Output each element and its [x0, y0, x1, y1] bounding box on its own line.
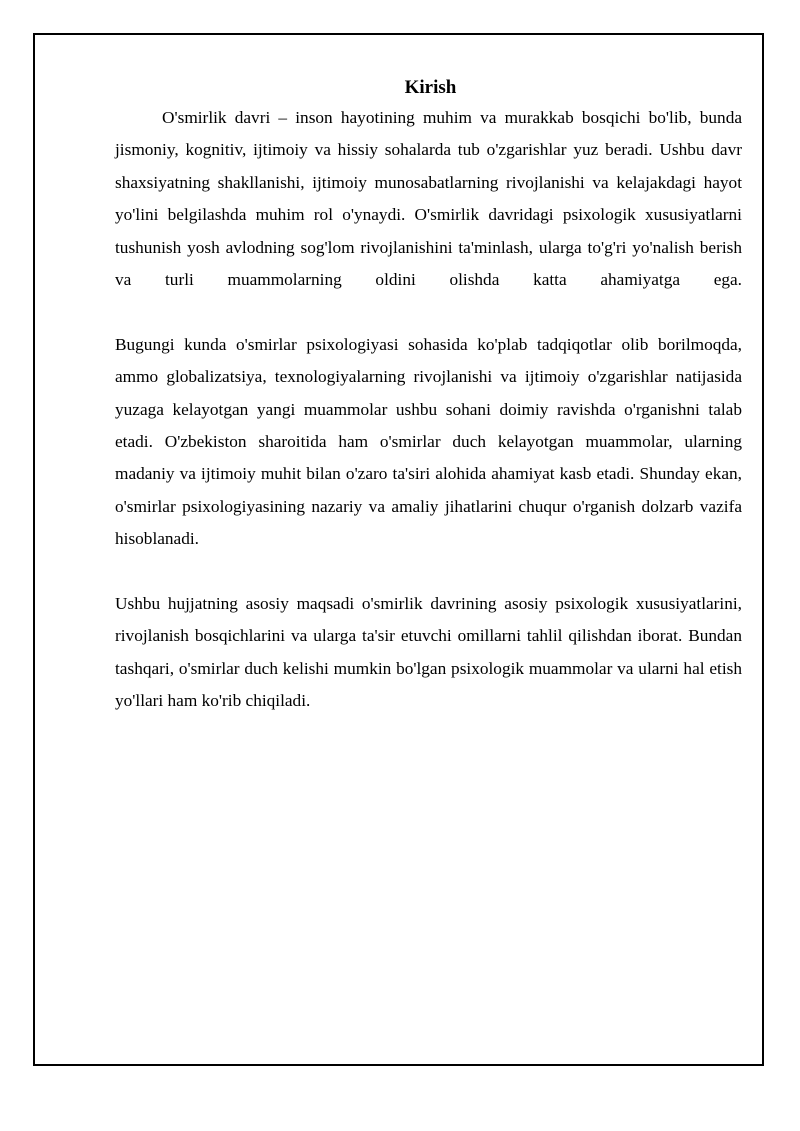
paragraph-relevance: Bugungi kunda o'smirlar psixologiyasi sohasida ko'plab tadqiqotlar olib borilmoqda, ammo globalizatsiya, texnologiyalarning rivojlanishi va ijtimoiy o'zgarishlar natijasida yuzaga kelayotgan yangi muammolar ushbu sohani doimiy ravishda o'rganishni talab etadi. O'zbekiston sharoitida ham o'smirlar duch kelayotgan muammolar, ularning madaniy va ijtimoiy muhit bilan o'zaro ta'siri alohida ahamiyat kasb etadi. Shunday ekan, o'smirlar psixologiyasining nazariy va amaliy jihatlarini chuqur o'rganish dolzarb vazifa hisoblanadi. — [115, 334, 742, 549]
document-body — [115, 74, 742, 718]
paragraph-gap — [115, 556, 742, 588]
page-title: Kirish — [404, 77, 457, 98]
paragraph-intro: O'smirlik davri – inson hayotining muhim va murakkab bosqichi bo'lib, bunda jismoniy, kognitiv, ijtimoiy va hissiy sohalarda tub o'zgarishlar yuz beradi. Ushbu davr shaxsiyatning shakllanishi, ijtimoiy munosabatlarning rivojlanishi va kelajakdagi hayot yo'lini belgilashda muhim rol o'ynaydi. O'smirlik davridagi psixologik xususiyatlarni tushunish yosh avlodning sog'lom rivojlanishini ta'minlash, ularga to'g'ri yo'nalish berish va turli muammolarning oldini olishda katta ahamiyatga ega. — [115, 108, 742, 290]
paragraph-aim: Ushbu hujjatning asosiy maqsadi o'smirlik davrining asosiy psixologik xususiyatlarini, rivojlanish bosqichlarini va ularga ta'sir etuvchi omillarni tahlil qilishdan iborat. Bundan tashqari, o'smirlar duch kelishi mumkin bo'lgan psixologik muammolar va ularni hal etish yo'llari ham ko'rib chiqiladi. — [115, 594, 742, 711]
paragraph-gap — [115, 296, 742, 328]
